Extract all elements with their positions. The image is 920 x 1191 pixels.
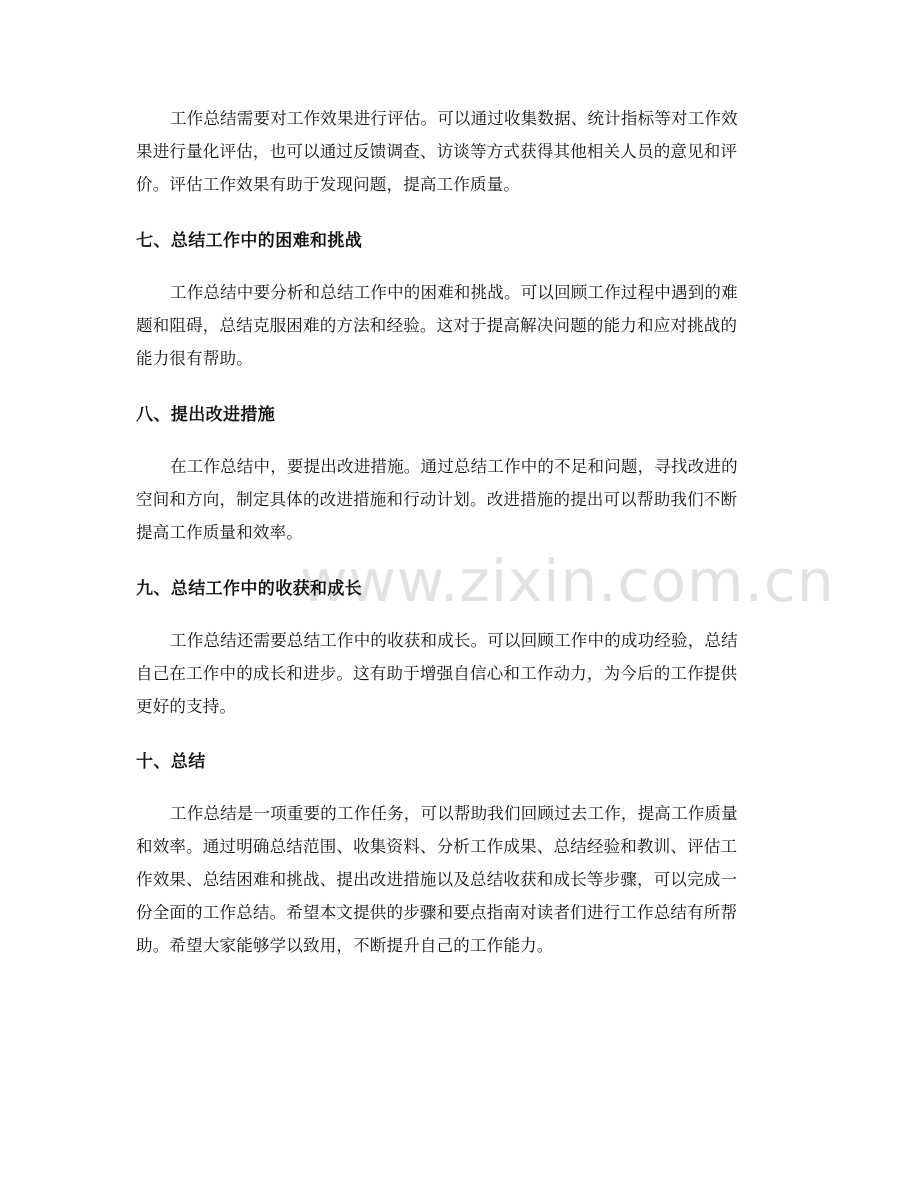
section-heading-7: 七、总结工作中的困难和挑战 xyxy=(136,231,363,251)
watermark: www.zixin.com.cn xyxy=(300,547,835,615)
paragraph-difficulties xyxy=(136,276,796,375)
paragraph-gains-growth xyxy=(136,624,796,723)
paragraph-conclusion xyxy=(136,797,796,962)
paragraph-line: 果进行量化评估，也可以通过反馈调查、访谈等方式获得其他相关人员的意见和评 xyxy=(136,142,738,161)
section-heading-10: 十、总结 xyxy=(136,752,206,772)
paragraph-line: 工作总结还需要总结工作中的收获和成长。可以回顾工作中的成功经验，总结 xyxy=(170,631,738,650)
paragraph-line: 更好的支持。 xyxy=(136,697,237,716)
paragraph-line: 空间和方向，制定具体的改进措施和行动计划。改进措施的提出可以帮助我们不断 xyxy=(136,490,738,509)
paragraph-line: 在工作总结中，要提出改进措施。通过总结工作中的不足和问题，寻找改进的 xyxy=(170,457,738,476)
paragraph-line: 工作总结中要分析和总结工作中的困难和挑战。可以回顾工作过程中遇到的难 xyxy=(170,283,738,302)
paragraph-line: 工作总结是一项重要的工作任务，可以帮助我们回顾过去工作，提高工作质量 xyxy=(170,804,738,823)
paragraph-line: 作效果、总结困难和挑战、提出改进措施以及总结收获和成长等步骤，可以完成一 xyxy=(136,870,738,889)
paragraph-line: 题和阻碍，总结克服困难的方法和经验。这对于提高解决问题的能力和应对挑战的 xyxy=(136,316,738,335)
paragraph-line: 价。评估工作效果有助于发现问题，提高工作质量。 xyxy=(136,175,521,194)
paragraph-line: 助。希望大家能够学以致用，不断提升自己的工作能力。 xyxy=(136,936,554,955)
paragraph-line: 份全面的工作总结。希望本文提供的步骤和要点指南对读者们进行工作总结有所帮 xyxy=(136,903,738,922)
section-heading-9: 九、总结工作中的收获和成长 xyxy=(136,579,363,599)
paragraph-line: 工作总结需要对工作效果进行评估。可以通过收集数据、统计指标等对工作效 xyxy=(170,109,738,128)
paragraph-line: 提高工作质量和效率。 xyxy=(136,523,303,542)
paragraph-evaluate-results xyxy=(136,102,796,201)
paragraph-line: 和效率。通过明确总结范围、收集资料、分析工作成果、总结经验和教训、评估工 xyxy=(136,837,738,856)
paragraph-line: 能力很有帮助。 xyxy=(136,349,253,368)
paragraph-line: 自己在工作中的成长和进步。这有助于增强自信心和工作动力，为今后的工作提供 xyxy=(136,664,738,683)
paragraph-improvements xyxy=(136,450,796,549)
section-heading-8: 八、提出改进措施 xyxy=(136,405,276,425)
